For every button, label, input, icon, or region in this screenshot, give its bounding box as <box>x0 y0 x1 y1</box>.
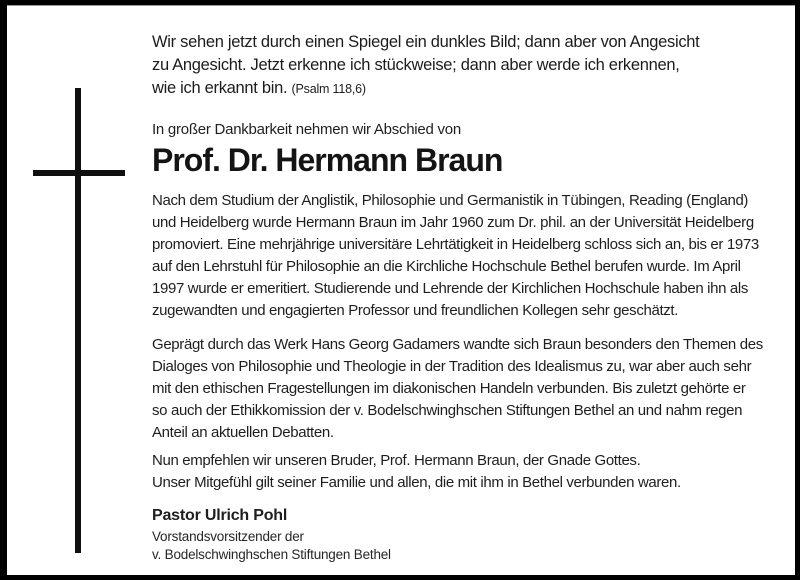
paragraph-line: Geprägt durch das Werk Hans Georg Gadamers wandte sich Braun besonders den Themen des <box>152 336 763 353</box>
closing-lines <box>152 450 788 494</box>
signature-role-line: Vorstandsvorsitzender der <box>152 529 304 544</box>
quote-line: Wir sehen jetzt durch einen Spiegel ein dunkles Bild; dann aber von Angesicht <box>152 33 700 51</box>
quote-line: zu Angesicht. Jetzt erkenne ich stückweise; dann aber werde ich erkennen, <box>152 56 680 74</box>
closing-line: Nun empfehlen wir unseren Bruder, Prof. Hermann Braun, der Gnade Gottes. <box>152 452 641 469</box>
obituary-paragraph-1 <box>152 190 788 322</box>
paragraph-line: auf den Lehrstuhl für Philosophie an die Kirchliche Hochschule Bethel berufen wurde. Im April <box>152 258 741 275</box>
paragraph-line: und Heidelberg wurde Hermann Braun im Jahr 1960 zum Dr. phil. an der Universität Heidelberg <box>152 214 754 231</box>
cross-horizontal-bar <box>33 170 125 176</box>
closing-line: Unser Mitgefühl gilt seiner Familie und allen, die mit ihm in Bethel verbunden waren. <box>152 474 681 491</box>
paragraph-line: 1997 wurde er emeritiert. Studierende und Lehrende der Kirchlichen Hochschule haben ihn als <box>152 280 749 297</box>
paragraph-line: mit den ethischen Fragestellungen im diakonischen Handeln verbunden. Bis zuletzt gehörte er <box>152 380 746 397</box>
obituary-paragraph-2 <box>152 334 788 444</box>
scripture-quote <box>152 31 788 101</box>
signature-role-line: v. Bodelschwinghschen Stiftungen Bethel <box>152 547 391 562</box>
signature-role <box>152 528 788 564</box>
paragraph-line: Nach dem Studium der Anglistik, Philosophie und Germanistik in Tübingen, Reading (England) <box>152 192 749 209</box>
paragraph-line: promoviert. Eine mehrjährige universitäre Lehrtätigkeit in Heidelberg schloss sich an, bis er 1973 <box>152 236 759 253</box>
farewell-intro: In großer Dankbarkeit nehmen wir Abschied von <box>152 121 461 138</box>
quote-line-text: wie ich erkannt bin. <box>152 79 288 97</box>
signature-name: Pastor Ulrich Pohl <box>152 507 288 524</box>
quote-line <box>152 77 788 101</box>
cross-vertical-bar <box>75 88 81 553</box>
paragraph-line: Anteil an aktuellen Debatten. <box>152 424 334 441</box>
notice-content <box>152 31 788 564</box>
paragraph-line: zugewandten und engagierten Professor und freundlichen Kollegen sehr geschätzt. <box>152 302 679 319</box>
psalm-reference: (Psalm 118,6) <box>291 82 366 96</box>
paragraph-line: Dialoges von Philosophie und Theologie in der Tradition des Idealismus zu, war aber auch sehr <box>152 358 752 375</box>
paragraph-line: so auch der Ethikkomission der v. Bodelschwinghschen Stiftungen Bethel an und nahm regen <box>152 402 743 419</box>
deceased-name: Prof. Dr. Hermann Braun <box>152 142 503 178</box>
